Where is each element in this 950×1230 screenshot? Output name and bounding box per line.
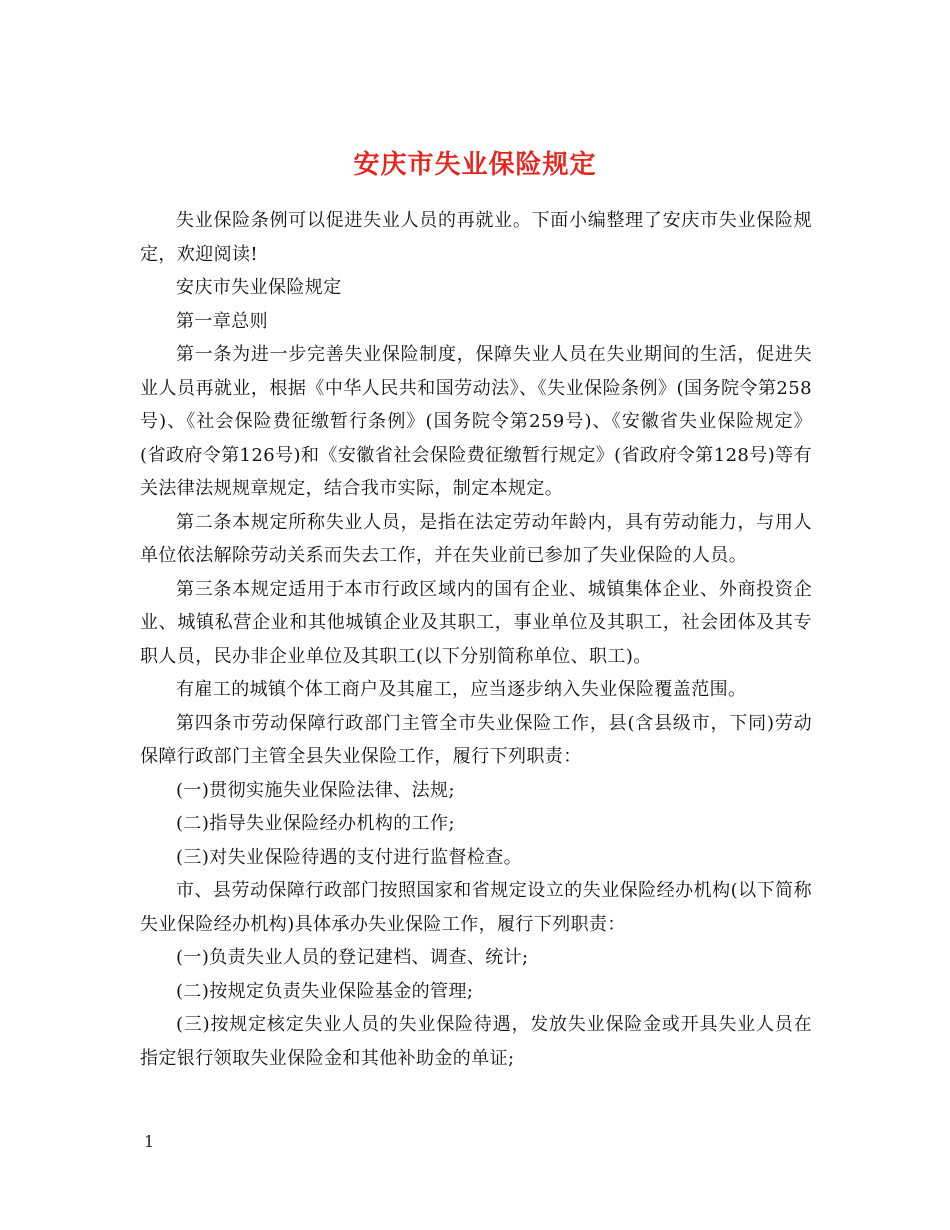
paragraph: 第二条本规定所称失业人员，是指在法定劳动年龄内，具有劳动能力，与用人单位依法解除劳动关系而失去工作，并在失业前已参加了失业保险的人员。 xyxy=(140,511,812,566)
paragraph: 第三条本规定适用于本市行政区域内的国有企业、城镇集体企业、外商投资企业、城镇私营企业和其他城镇企业及其职工，事业单位及其职工，社会团体及其专职人员，民办非企业单位及其职工(以下分别简称单位、职工)。 xyxy=(140,578,812,667)
page-number: 1 xyxy=(144,1132,155,1151)
paragraph: 有雇工的城镇个体工商户及其雇工，应当逐步纳入失业保险覆盖范围。 xyxy=(176,679,747,700)
document-body xyxy=(140,204,812,1075)
paragraph: 第四条市劳动保障行政部门主管全市失业保险工作，县(含县级市，下同)劳动保障行政部门主管全县失业保险工作，履行下列职责： xyxy=(140,712,812,767)
paragraph: (二)指导失业保险经办机构的工作; xyxy=(176,813,455,834)
paragraph: 第一条为进一步完善失业保险制度，保障失业人员在失业期间的生活，促进失业人员再就业，根据《中华人民共和国劳动法》、《失业保险条例》(国务院令第258号)、《社会保险费征缴暂行条例》(国务院令第259号)、《安徽省失业保险规定》(省政府令第126号)和《安徽省社会保险费征缴暂行规定》(省政府令第128号)等有关法律法规规章规定，结合我市实际，制定本规定。 xyxy=(140,344,812,499)
paragraph: (三)按规定核定失业人员的失业保险待遇，发放失业保险金或开具失业人员在指定银行领取失业保险金和其他补助金的单证; xyxy=(140,1014,812,1069)
paragraph: 失业保险条例可以促进失业人员的再就业。下面小编整理了安庆市失业保险规定，欢迎阅读! xyxy=(140,210,812,265)
paragraph: (二)按规定负责失业保险基金的管理; xyxy=(176,980,474,1002)
document-title: 安庆市失业保险规定 xyxy=(353,150,597,181)
paragraph: 第一章总则 xyxy=(176,310,268,332)
paragraph: (三)对失业保险待遇的支付进行监督检查。 xyxy=(176,846,523,868)
paragraph: 安庆市失业保险规定 xyxy=(176,277,342,298)
paragraph: 市、县劳动保障行政部门按照国家和省规定设立的失业保险经办机构(以下简称失业保险经办机构)具体承办失业保险工作，履行下列职责： xyxy=(140,880,812,935)
paragraph: (一)贯彻实施失业保险法律、法规; xyxy=(176,779,455,801)
paragraph: (一)负责失业人员的登记建档、调查、统计; xyxy=(176,947,529,968)
